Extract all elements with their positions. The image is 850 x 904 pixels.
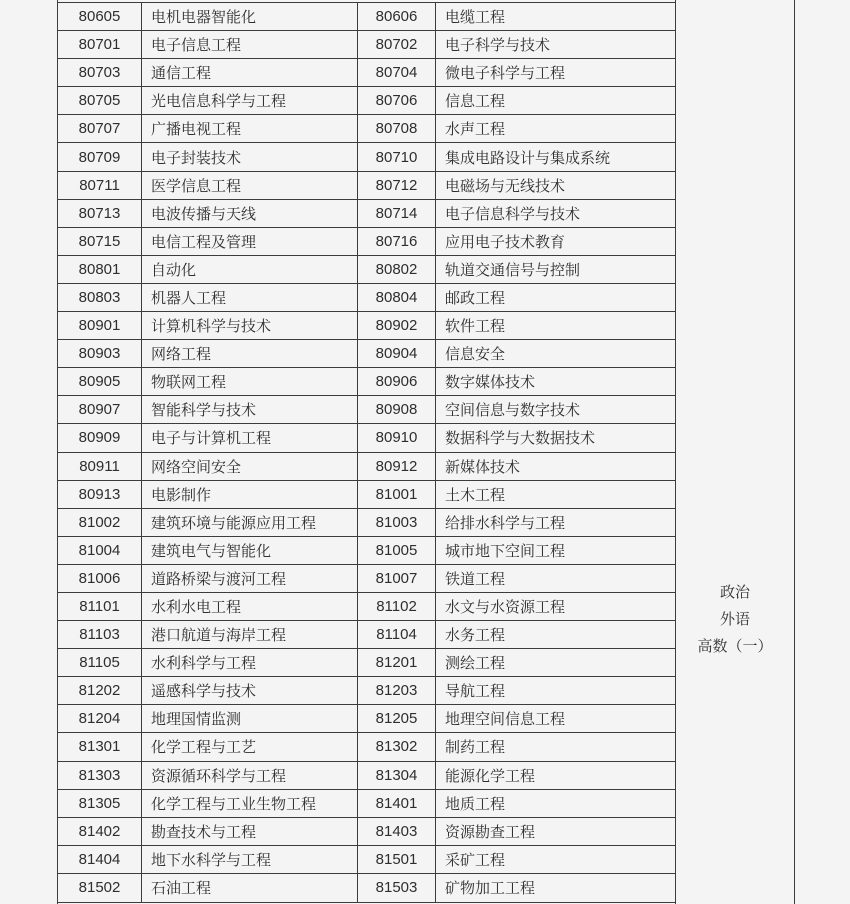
major-code: 81002 — [58, 509, 142, 536]
major-code: 81502 — [58, 874, 142, 902]
major-code: 80715 — [58, 228, 142, 255]
major-name: 空间信息与数字技术 — [445, 402, 581, 420]
major-code: 80903 — [58, 340, 142, 367]
major-name: 电子信息工程 — [142, 31, 358, 58]
major-code: 80801 — [58, 256, 142, 283]
table-row — [58, 284, 675, 312]
major-name: 地理国情监测 — [142, 705, 358, 732]
major-name: 城市地下空间工程 — [445, 542, 566, 560]
table-row — [58, 115, 675, 143]
major-code: 81305 — [58, 790, 142, 817]
major-code: 80907 — [58, 396, 142, 423]
major-code: 80702 — [358, 31, 436, 58]
table-row — [58, 537, 675, 565]
table-row — [58, 509, 675, 537]
table-row — [58, 874, 675, 902]
major-code: 80703 — [58, 59, 142, 86]
major-name: 网络工程 — [142, 340, 358, 367]
exam-subject: 高数（一） — [697, 638, 773, 655]
major-code: 81202 — [58, 677, 142, 704]
major-code: 80606 — [358, 3, 436, 30]
major-name: 矿物加工工程 — [445, 880, 536, 898]
major-name: 建筑电气与智能化 — [142, 537, 358, 564]
major-name: 邮政工程 — [445, 289, 506, 307]
major-name: 电机电器智能化 — [142, 3, 358, 30]
table-row — [58, 846, 675, 874]
major-name: 广播电视工程 — [142, 115, 358, 142]
major-name: 能源化学工程 — [445, 767, 536, 785]
major-name: 光电信息科学与工程 — [142, 87, 358, 114]
table-row — [58, 677, 675, 705]
major-name: 石油工程 — [142, 874, 358, 902]
table-row — [58, 705, 675, 733]
major-code: 81201 — [358, 649, 436, 676]
major-name: 信息工程 — [445, 93, 506, 111]
major-name: 地下水科学与工程 — [142, 846, 358, 873]
major-code: 81302 — [358, 733, 436, 760]
table-row — [58, 424, 675, 452]
major-name: 采矿工程 — [445, 851, 506, 869]
major-name: 电子科学与技术 — [445, 37, 551, 55]
major-name: 自动化 — [142, 256, 358, 283]
table-row — [58, 256, 675, 284]
major-name: 计算机科学与技术 — [142, 312, 358, 339]
table-row — [58, 3, 675, 31]
table-row — [58, 481, 675, 509]
major-code: 80902 — [358, 312, 436, 339]
major-code: 81103 — [58, 621, 142, 648]
major-name: 水务工程 — [445, 627, 506, 645]
major-name: 通信工程 — [142, 59, 358, 86]
major-code: 80908 — [358, 396, 436, 423]
major-name: 道路桥梁与渡河工程 — [142, 565, 358, 592]
major-code: 81203 — [358, 677, 436, 704]
major-name: 电子封装技术 — [142, 143, 358, 170]
major-code: 81503 — [358, 874, 436, 902]
major-name: 水文与水资源工程 — [445, 599, 566, 617]
major-code: 81402 — [58, 818, 142, 845]
major-name: 新媒体技术 — [445, 458, 521, 476]
major-code: 80710 — [358, 143, 436, 170]
table-row — [58, 396, 675, 424]
major-name: 数据科学与大数据技术 — [445, 430, 596, 448]
table-row — [58, 228, 675, 256]
major-name: 测绘工程 — [445, 655, 506, 673]
major-code: 80901 — [58, 312, 142, 339]
major-name: 电信工程及管理 — [142, 228, 358, 255]
major-code: 81007 — [358, 565, 436, 592]
major-name: 应用电子技术教育 — [445, 233, 566, 251]
majors-table-rows — [58, 2, 675, 903]
major-code: 81105 — [58, 649, 142, 676]
table-row — [58, 368, 675, 396]
table-row — [58, 621, 675, 649]
major-name: 集成电路设计与集成系统 — [445, 149, 611, 167]
major-code: 81204 — [58, 705, 142, 732]
major-code: 80911 — [58, 453, 142, 480]
major-code: 80909 — [58, 424, 142, 451]
major-code: 80804 — [358, 284, 436, 311]
majors-table — [57, 0, 676, 904]
major-name: 信息安全 — [445, 346, 506, 364]
major-code: 80711 — [58, 172, 142, 199]
table-row — [58, 87, 675, 115]
table-row — [58, 565, 675, 593]
major-code: 80904 — [358, 340, 436, 367]
table-row — [58, 31, 675, 59]
major-code: 80708 — [358, 115, 436, 142]
major-code: 80912 — [358, 453, 436, 480]
major-code: 80913 — [58, 481, 142, 508]
major-code: 80704 — [358, 59, 436, 86]
major-code: 81104 — [358, 621, 436, 648]
major-name: 地质工程 — [445, 795, 506, 813]
major-code: 80705 — [58, 87, 142, 114]
major-code: 81301 — [58, 733, 142, 760]
major-code: 80713 — [58, 200, 142, 227]
major-name: 智能科学与技术 — [142, 396, 358, 423]
major-code: 80709 — [58, 143, 142, 170]
major-name: 机器人工程 — [142, 284, 358, 311]
major-code: 80910 — [358, 424, 436, 451]
major-code: 81304 — [358, 762, 436, 789]
major-name: 数字媒体技术 — [445, 374, 536, 392]
major-name: 地理空间信息工程 — [445, 711, 566, 729]
major-code: 80605 — [58, 3, 142, 30]
table-row — [58, 143, 675, 171]
major-code: 80905 — [58, 368, 142, 395]
major-name: 水声工程 — [445, 121, 506, 139]
major-code: 81101 — [58, 593, 142, 620]
table-row — [58, 453, 675, 481]
major-code: 81003 — [358, 509, 436, 536]
table-row — [58, 818, 675, 846]
major-code: 81001 — [358, 481, 436, 508]
major-code: 81401 — [358, 790, 436, 817]
major-name: 电子与计算机工程 — [142, 424, 358, 451]
major-code: 80802 — [358, 256, 436, 283]
table-row — [58, 59, 675, 87]
major-name: 水利科学与工程 — [142, 649, 358, 676]
major-name: 制药工程 — [445, 739, 506, 757]
major-name: 遥感科学与技术 — [142, 677, 358, 704]
major-name: 电缆工程 — [445, 9, 506, 27]
major-name: 电影制作 — [142, 481, 358, 508]
exam-subject: 外语 — [719, 611, 750, 628]
major-code: 81403 — [358, 818, 436, 845]
major-name: 导航工程 — [445, 683, 506, 701]
major-name: 资源勘查工程 — [445, 823, 536, 841]
major-code: 80706 — [358, 87, 436, 114]
table-row — [58, 593, 675, 621]
major-name: 给排水科学与工程 — [445, 514, 566, 532]
major-name: 勘查技术与工程 — [142, 818, 358, 845]
major-code: 80707 — [58, 115, 142, 142]
table-row — [58, 762, 675, 790]
table-row — [58, 200, 675, 228]
major-code: 80906 — [358, 368, 436, 395]
table-row — [58, 790, 675, 818]
exam-subject: 政治 — [719, 584, 750, 601]
major-code: 80716 — [358, 228, 436, 255]
major-code: 81004 — [58, 537, 142, 564]
major-name: 水利水电工程 — [142, 593, 358, 620]
major-name: 物联网工程 — [142, 368, 358, 395]
major-name: 化学工程与工艺 — [142, 733, 358, 760]
major-name: 电子信息科学与技术 — [445, 205, 581, 223]
major-code: 81102 — [358, 593, 436, 620]
table-row — [58, 733, 675, 761]
major-name: 电磁场与无线技术 — [445, 177, 566, 195]
major-code: 80714 — [358, 200, 436, 227]
major-name: 港口航道与海岸工程 — [142, 621, 358, 648]
major-name: 铁道工程 — [445, 570, 506, 588]
major-code: 81205 — [358, 705, 436, 732]
major-code: 80701 — [58, 31, 142, 58]
major-code: 81006 — [58, 565, 142, 592]
table-row — [58, 340, 675, 368]
major-name: 软件工程 — [445, 318, 506, 336]
major-name: 医学信息工程 — [142, 172, 358, 199]
major-code: 81501 — [358, 846, 436, 873]
major-name: 化学工程与工业生物工程 — [142, 790, 358, 817]
major-code: 80803 — [58, 284, 142, 311]
major-name: 建筑环境与能源应用工程 — [142, 509, 358, 536]
major-name: 资源循环科学与工程 — [142, 762, 358, 789]
major-code: 81303 — [58, 762, 142, 789]
table-row — [58, 649, 675, 677]
major-name: 电波传播与天线 — [142, 200, 358, 227]
table-row — [58, 172, 675, 200]
major-code: 81404 — [58, 846, 142, 873]
major-name: 轨道交通信号与控制 — [445, 261, 581, 279]
exam-subjects-list — [676, 579, 794, 660]
major-name: 土木工程 — [445, 486, 506, 504]
major-code: 80712 — [358, 172, 436, 199]
table-row — [58, 312, 675, 340]
major-name: 网络空间安全 — [142, 453, 358, 480]
major-name: 微电子科学与工程 — [445, 65, 566, 83]
exam-subjects-cell — [676, 0, 795, 904]
major-code: 81005 — [358, 537, 436, 564]
